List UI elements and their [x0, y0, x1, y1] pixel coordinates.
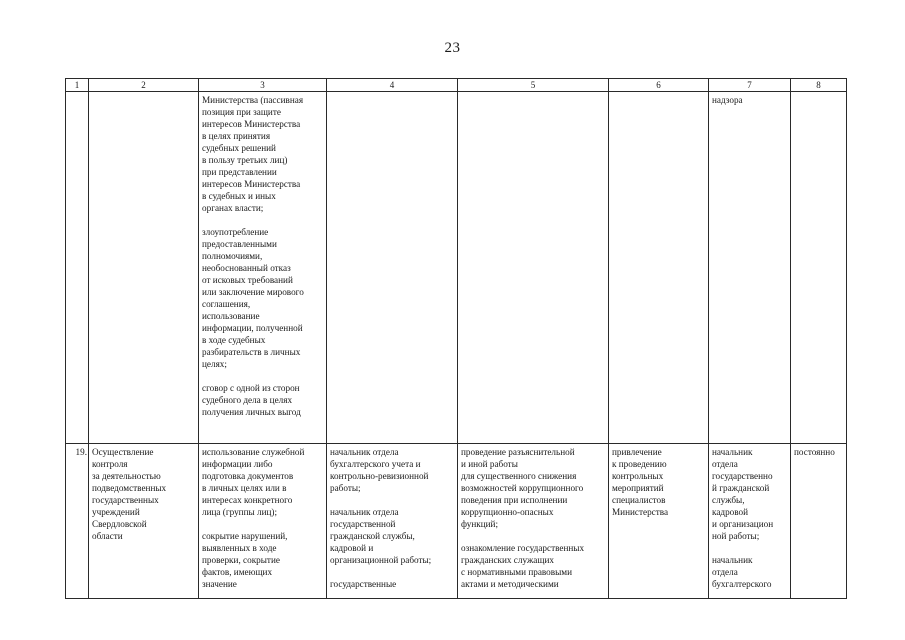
cell-paragraph: сокрытие нарушений, выявленных в ходе проверки, сокрытие фактов, имеющих значение: [202, 531, 288, 589]
cell-paragraph: начальник отдела государственно й гражданской службы, кадровой и организацион ной работы;: [712, 447, 774, 541]
cell-paragraph: начальник отдела бухгалтерского учета и контрольно-ревизионной работы;: [330, 447, 429, 493]
cell-paragraph: ознакомление государственных гражданских служащих с нормативными правовыми актами и методическими: [461, 543, 585, 589]
table-cell-c5: [458, 92, 609, 444]
table-cell-c8: [791, 444, 847, 599]
corruption-risk-table: [65, 78, 847, 599]
column-header: 4: [327, 79, 458, 92]
table-cell-c6: [609, 92, 709, 444]
row-number-cell: 19.: [66, 444, 89, 599]
cell-paragraph: постоянно: [794, 447, 835, 457]
table-cell-c2: [89, 444, 199, 599]
cell-paragraph: злоупотребление предоставленными полномочиями, необоснованный отказ от исковых требований или заключение мирового соглашения, использование информации, полученной в ходе судебных разбирательств в личных целях;: [202, 227, 304, 369]
cell-paragraph: надзора: [712, 95, 743, 105]
row-number-cell: [66, 92, 89, 444]
column-number-row: [66, 79, 847, 92]
cell-paragraph: сговор с одной из сторон судебного дела в целях получения личных выгод: [202, 383, 301, 417]
table-cell-c7: [709, 444, 791, 599]
table-cell-c5: [458, 444, 609, 599]
table-row: [66, 92, 847, 444]
page-number: 23: [444, 40, 461, 56]
table-cell-c2: [89, 92, 199, 444]
cell-paragraph: проведение разъяснительной и иной работы для существенного снижения возможностей коррупционного поведения при исполнении коррупционно-опасных функций;: [461, 447, 584, 529]
column-header: 1: [66, 79, 89, 92]
cell-paragraph: Министерства (пассивная позиция при защите интересов Министерства в целях принятия судебных решений в пользу третьих лиц) при представлении интересов Министерства в судебных и иных органах власти;: [202, 95, 304, 213]
table-row: [66, 444, 847, 599]
cell-paragraph: начальник отдела бухгалтерского: [712, 555, 772, 589]
table-cell-c8: [791, 92, 847, 444]
cell-paragraph: Осуществление контроля за деятельностью подведомственных государственных учреждений Свердловской области: [92, 447, 167, 541]
cell-paragraph: привлечение к проведению контрольных мероприятий специалистов Министерства: [612, 447, 669, 517]
table-cell-c3: [199, 444, 327, 599]
table-cell-c7: [709, 92, 791, 444]
column-header: 5: [458, 79, 609, 92]
column-header: 8: [791, 79, 847, 92]
table-cell-c4: [327, 444, 458, 599]
column-header: 6: [609, 79, 709, 92]
cell-paragraph: начальник отдела государственной гражданской службы, кадровой и организационной работы;: [330, 507, 432, 565]
cell-paragraph: государственные: [330, 579, 397, 589]
table-cell-c3: [199, 92, 327, 444]
column-header: 3: [199, 79, 327, 92]
table-cell-c6: [609, 444, 709, 599]
column-header: 7: [709, 79, 791, 92]
table-cell-c4: [327, 92, 458, 444]
cell-paragraph: использование служебной информации либо подготовка документов в личных целях или в интересах конкретного лица (группы лиц);: [202, 447, 305, 517]
column-header: 2: [89, 79, 199, 92]
